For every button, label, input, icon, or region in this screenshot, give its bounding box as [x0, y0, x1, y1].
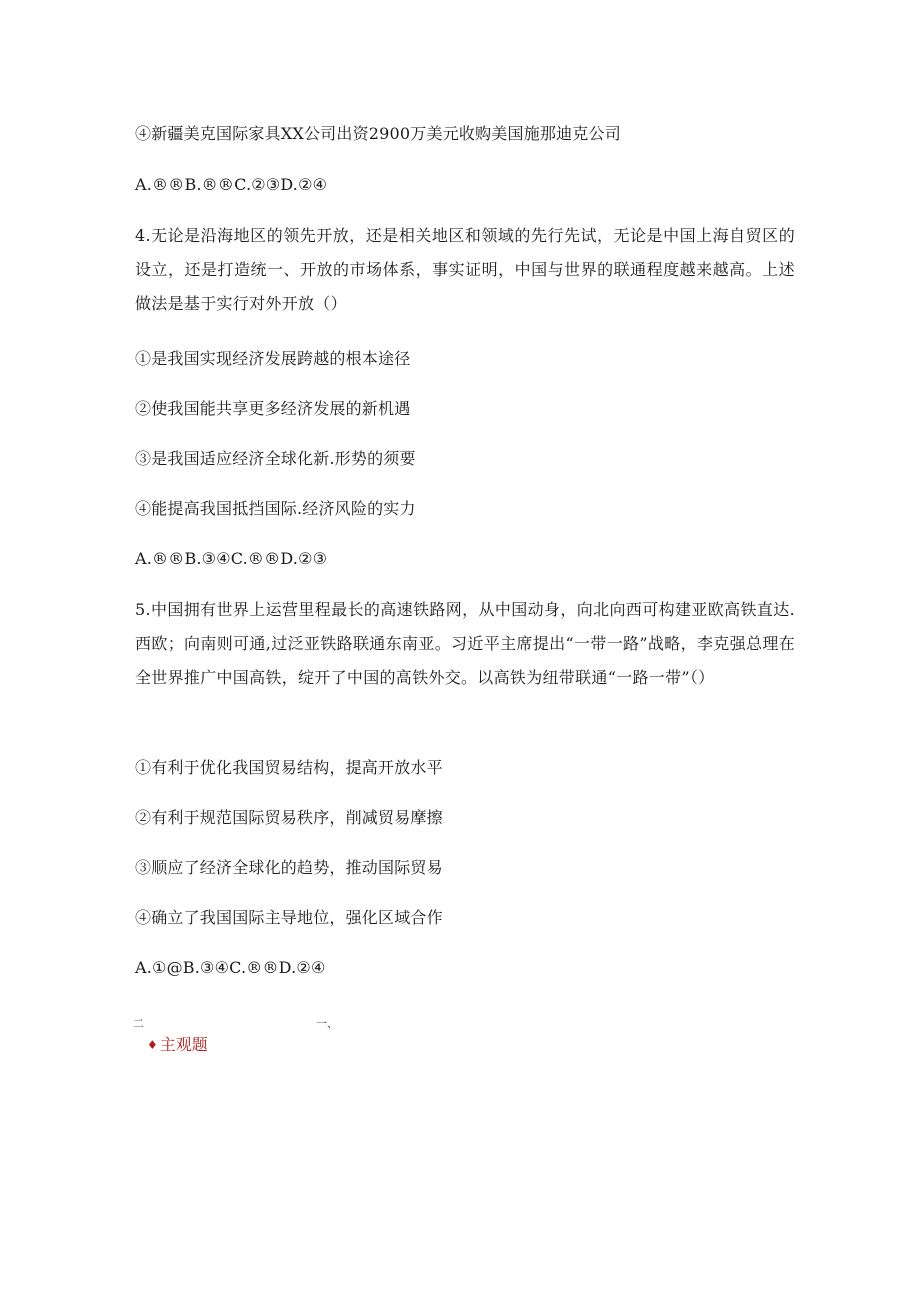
q4-stem: 4.无论是沿海地区的领先开放，还是相关地区和领域的先行先试，无论是中国上海自贸区的设立，还是打造统一、开放的市场体系，事实证明，中国与世界的联通程度越来越高。上述做法是基于实行对外开放（） — [135, 226, 795, 313]
q3-choices: A.®®B.®®C.②③D.②④ — [135, 175, 328, 194]
q4-option-4: ④能提高我国抵挡国际.经济风险的实力 — [135, 499, 416, 518]
section-number-mark-right: 一、 — [316, 1017, 338, 1030]
section-heading-text: 主观题 — [159, 1035, 208, 1054]
section-number-mark: 二 — [133, 1017, 144, 1030]
q5-option-4: ④确立了我国国际主导地位，强化区域合作 — [135, 908, 443, 927]
section-heading — [147, 1035, 208, 1055]
q4-choices: A.®®B.③④C.®®D.②③ — [135, 549, 328, 568]
q4-option-2: ②使我国能共享更多经济发展的新机遇 — [135, 399, 411, 418]
q4-option-3: ③是我国适应经济全球化新.形势的须要 — [135, 449, 416, 468]
q5-choices: A.①@B.③④C.®®D.②④ — [135, 958, 326, 977]
q4-option-1: ①是我国实现经济发展跨越的根本途径 — [135, 349, 411, 368]
q3-option-4: ④新疆美克国际家具XX公司出资2900万美元收购美国施那迪克公司 — [135, 124, 621, 143]
q5-option-2: ②有利于规范国际贸易秩序，削减贸易摩擦 — [135, 808, 443, 827]
q5-stem: 5.中国拥有世界上运营里程最长的高速铁路网，从中国动身，向北向西可构建亚欧高铁直达.西欧；向南则可通,过泛亚铁路联通东南亚。习近平主席提出“一带一路”战略，李克强总理在全世界推广中国高铁，绽开了中国的高铁外交。以高铁为纽带联通“一路一带”（） — [135, 600, 795, 687]
q5-option-3: ③顺应了经济全球化的趋势，推动国际贸易 — [135, 858, 443, 877]
q5-option-1: ①有利于优化我国贸易结构，提高开放水平 — [135, 758, 443, 777]
diamond-icon: ♦ — [147, 1038, 158, 1052]
